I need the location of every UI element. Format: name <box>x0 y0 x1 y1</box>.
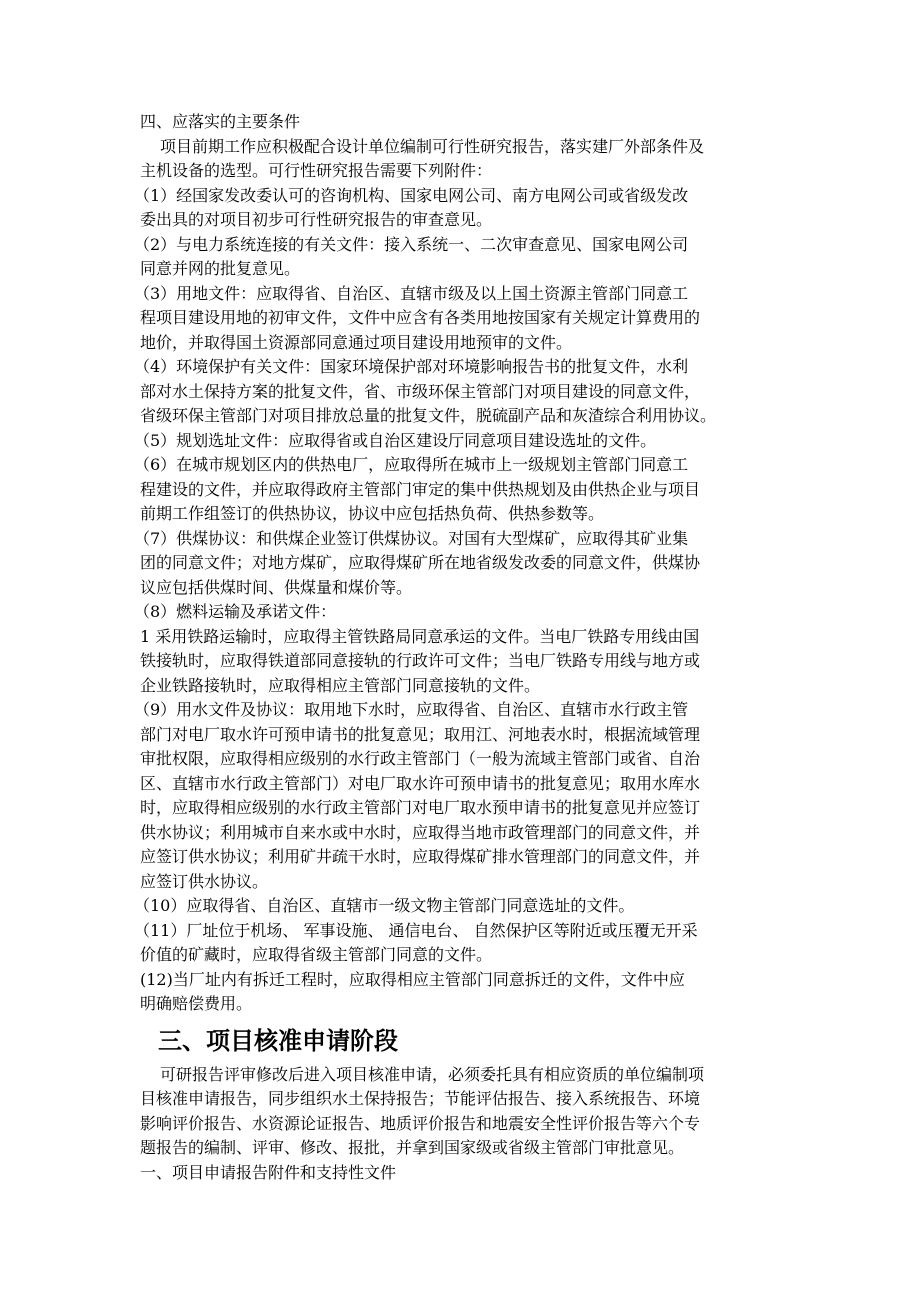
item-line: 铁接轨时，应取得铁道部同意接轨的行政许可文件；当电厂铁路专用线与地方或 <box>140 651 701 670</box>
item-line: （7）供煤协议：和供煤企业签订供煤协议。对国有大型煤矿，应取得其矿业集 <box>134 528 689 548</box>
item-line: 省级环保主管部门对项目排放总量的批复文件，脱硫副产品和灰渣综合利用协议。 <box>140 406 717 425</box>
item-4 <box>134 355 792 429</box>
item-line: 程项目建设用地的初审文件，文件中应含有各类用地按国家有关规定计算费用的 <box>140 308 701 327</box>
item-line: 审批权限，应取得相应级别的水行政主管部门（一般为流域主管部门或省、自治 <box>140 749 701 768</box>
item-line: （3）用地文件：应取得省、自治区、直辖市级及以上国土资源主管部门同意工 <box>134 283 689 303</box>
item-line: （8）燃料运输及承诺文件： <box>134 602 337 621</box>
item-line: 区、直辖市水行政主管部门）对电厂取水许可预申请书的批复意见；取用水库水 <box>140 773 701 793</box>
item-8-sub-1 <box>140 625 792 699</box>
item-1 <box>134 184 792 233</box>
item-9 <box>134 698 792 894</box>
item-line: 明确赔偿费用。 <box>140 994 253 1013</box>
section-three-subtitle: 一、项目申请报告附件和支持性文件 <box>140 1162 397 1182</box>
item-line: 程建设的文件，并应取得政府主管部门审定的集中供热规划及由供热企业与项目 <box>140 479 701 499</box>
item-8 <box>134 600 792 625</box>
item-line: （6）在城市规划区内的供热电厂，应取得所在城市上一级规划主管部门同意工 <box>134 455 689 474</box>
item-line: 委出具的对项目初步可行性研究报告的审查意见。 <box>140 210 493 229</box>
item-line: 同意并网的批复意见。 <box>140 259 301 278</box>
item-line: （10）应取得省、自治区、直辖市一级文物主管部门同意选址的文件。 <box>134 896 635 915</box>
item-3 <box>134 282 792 356</box>
item-7 <box>134 527 792 601</box>
item-line: （11）厂址位于机场、 军事设施、 通信电台、 自然保护区等附近或压覆无开采 <box>134 920 698 940</box>
item-line: （4）环境保护有关文件：国家环境保护部对环境影响报告书的批复文件，水利 <box>134 357 689 376</box>
item-line: 前期工作组签订的供热协议，协议中应包括热负荷、供热参数等。 <box>140 504 605 523</box>
paragraph-line: 影响评价报告、水资源论证报告、地质评价报告和地震安全性评价报告等六个专 <box>140 1113 701 1133</box>
item-line: 1 采用铁路运输时，应取得主管铁路局同意承运的文件。当电厂铁路专用线由国 <box>140 626 700 646</box>
item-6 <box>134 453 792 527</box>
item-line: （2）与电力系统连接的有关文件：接入系统一、二次审查意见、国家电网公司 <box>134 234 689 254</box>
document-page <box>134 110 792 1185</box>
item-line: 团的同意文件；对地方煤矿，应取得煤矿所在地省级发改委的同意文件，供煤协 <box>140 553 701 572</box>
item-line: 地价，并取得国土资源部同意通过项目建设用地预审的文件。 <box>140 332 573 352</box>
item-line: 企业铁路接轨时，应取得相应主管部门同意接轨的文件。 <box>140 675 541 695</box>
item-line: （1）经国家发改委认可的咨询机构、国家电网公司、南方电网公司或省级发改 <box>134 185 689 205</box>
item-line: 时，应取得相应级别的水行政主管部门对电厂取水预申请书的批复意见并应签订 <box>140 798 701 817</box>
item-line: （5）规划选址文件：应取得省或自治区建设厅同意项目建设选址的文件。 <box>134 430 657 450</box>
section-four-intro <box>140 135 792 184</box>
item-2 <box>134 233 792 282</box>
section-four-title: 四、应落实的主要条件 <box>140 112 301 131</box>
item-line: 供水协议；利用城市自来水或中水时，应取得当地市政管理部门的同意文件，并 <box>140 822 701 842</box>
item-line: （9）用水文件及协议：取用地下水时，应取得省、自治区、直辖市水行政主管 <box>134 700 689 719</box>
item-line: 部门对电厂取水许可预申请书的批复意见；取用江、河地表水时，根据流域管理 <box>140 724 701 744</box>
section-three-paragraph <box>140 1063 792 1161</box>
item-line: 部对水土保持方案的批复文件，省、市级环保主管部门对项目建设的同意文件， <box>140 381 701 401</box>
paragraph-line: 目核准申请报告，同步组织水土保持报告；节能评估报告、接入系统报告、环境 <box>140 1089 701 1108</box>
section-three-heading: 三、项目核准申请阶段 <box>158 1026 398 1055</box>
item-12 <box>140 968 792 1017</box>
item-line: 价值的矿藏时，应取得省级主管部门同意的文件。 <box>140 945 493 964</box>
item-11 <box>134 919 792 968</box>
paragraph-line: 可研报告评审修改后进入项目核准申请，必须委托具有相应资质的单位编制项 <box>160 1064 705 1084</box>
intro-line: 项目前期工作应积极配合设计单位编制可行性研究报告，落实建厂外部条件及 <box>160 136 705 156</box>
item-line: 议应包括供煤时间、供煤量和煤价等。 <box>140 577 413 597</box>
item-line: (12)当厂址内有拆迁工程时，应取得相应主管部门同意拆迁的文件，文件中应 <box>140 969 685 989</box>
item-line: 应签订供水协议。 <box>140 871 269 891</box>
item-5 <box>134 429 792 454</box>
item-10 <box>134 894 792 919</box>
intro-line: 主机设备的选型。可行性研究报告需要下列附件： <box>140 161 493 180</box>
paragraph-line: 题报告的编制、评审、修改、报批，并拿到国家级或省级主管部门审批意见。 <box>140 1138 685 1157</box>
item-line: 应签订供水协议；利用矿井疏干水时，应取得煤矿排水管理部门的同意文件，并 <box>140 847 701 866</box>
